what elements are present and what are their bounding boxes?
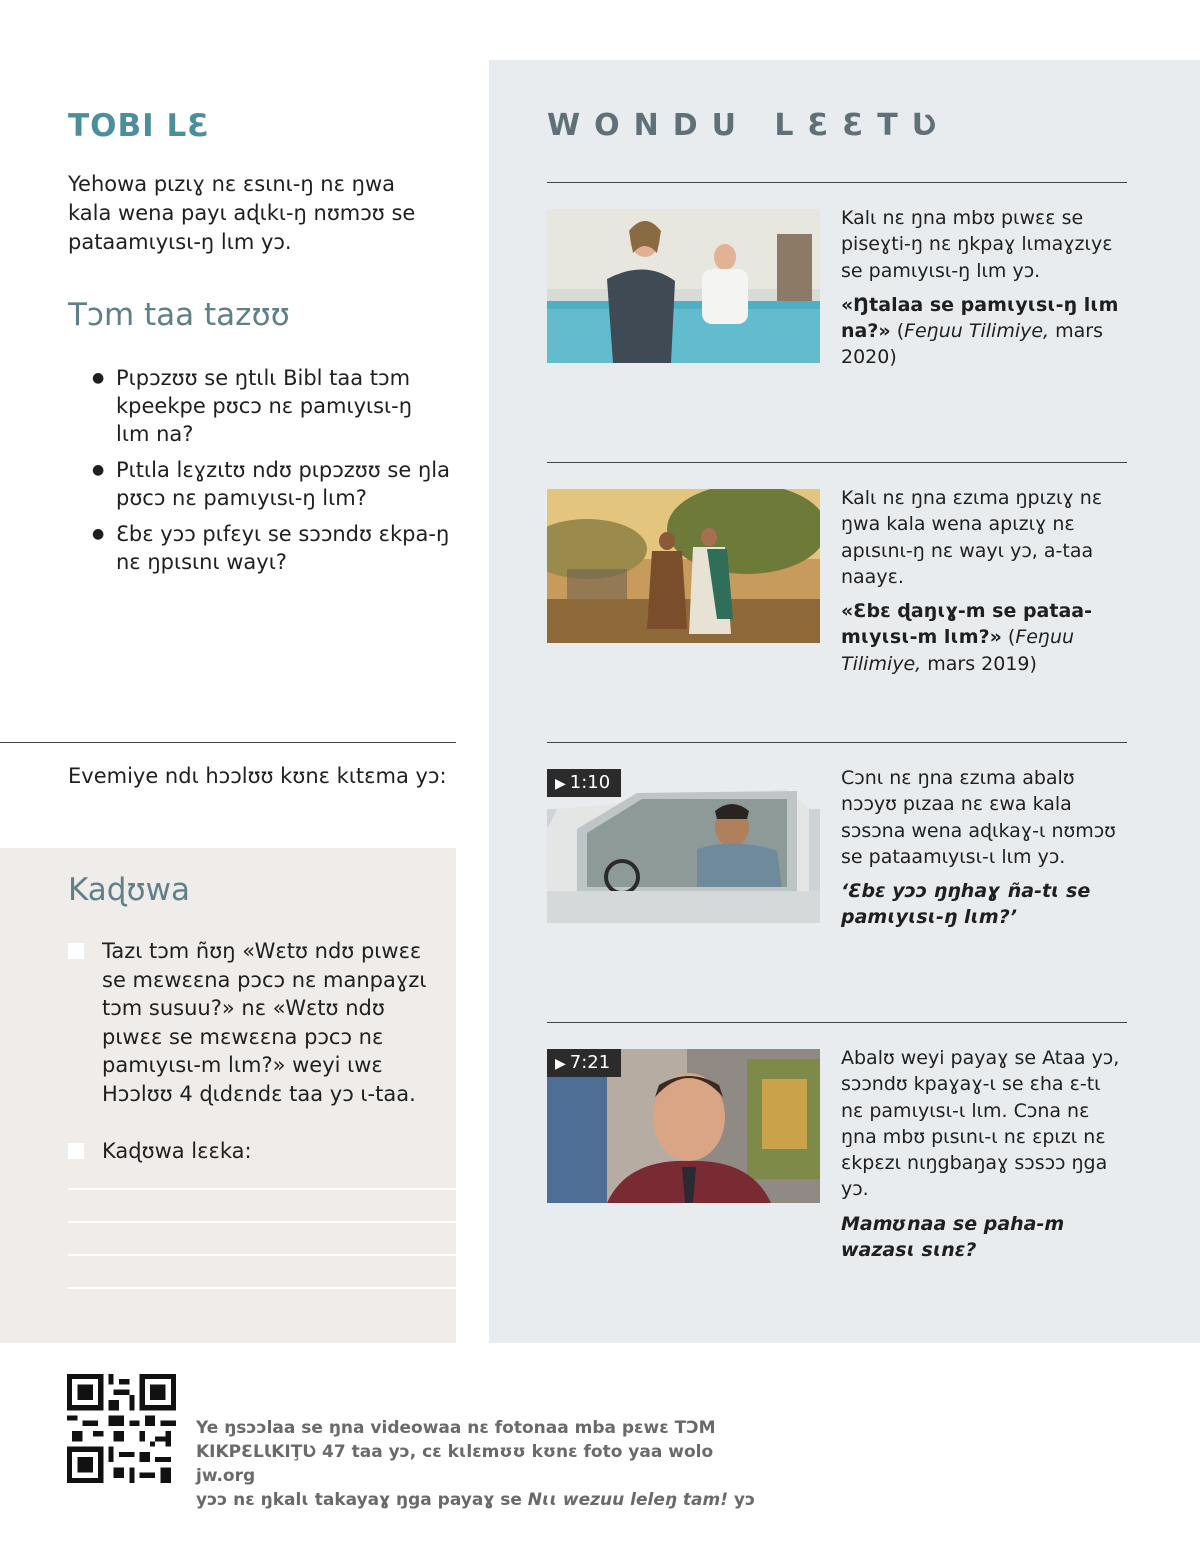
task-item-text: Tazɩ tɔm ñʊŋ «Wɛtʊ ndʊ pɩwɛɛ se mɛwɛɛna pɔcɔ nɛ manpaɣzɩ tɔm susuu?» nɛ «Wɛtʊ ndʊ pɩwɛɛ se mɛwɛɛna pɔcɔ nɛ pamɩyɩsɩ-m lɩm?» weyi ɩwɛ Hɔɔlʊʊ 4 ɖɩdɛndɛ taa yɔ ɩ-taa. [102, 939, 427, 1106]
video-duration: 1:10 [569, 772, 611, 793]
entry-description: Cɔnɩ nɛ ŋna ɛzɩma abalʊ nɔɔyʊ pɩzaa nɛ ɛwa kala sɔsɔna wena aɖɩkaɣ-ɩ nʊmɔʊ se pataamɩyɩsɩ-ɩ lɩm yɔ. [841, 767, 1116, 868]
book-title: Nɩɩ wezuu leleŋ tam! [527, 1490, 728, 1510]
footer-instructions [196, 1416, 756, 1512]
article-title-link[interactable]: «Ɛbɛ ɖaŋɩɣ-m se pataa-mɩyɩsɩ-m lɩm?» [841, 600, 1092, 649]
divider [547, 1022, 1127, 1023]
review-question: ● Pɩpɔzʊʊ se ŋtɩlɩ Bibl taa tɔm kpeekpe pʊcɔ nɛ pamɩyɩsɩ-ŋ lɩm na? [92, 364, 452, 448]
footer-line: Ye ŋsɔɔlaa se ŋna videowaa nɛ fotonaa mba pɛwɛ TƆM [196, 1418, 716, 1438]
review-question: ● Ɛbɛ yɔɔ pɩfɛyɩ se sɔɔndʊ ɛkpa-ŋ nɛ ŋpɩsɩnɩ wayɩ? [92, 520, 452, 576]
explore-entry-text [841, 1045, 1127, 1263]
explore-entry-text: Kalɩ nɛ ŋna mbʊ pɩwɛɛ se piseɣti-ŋ nɛ ŋkpaɣ lɩmaɣzɩyɛ se pamɩyɩsɩ-ŋ lɩm yɔ. «Ŋtalaa se pamɩyɩsɩ-ŋ lɩm na?» (Feŋuu Tilimiye, mars 2020) [841, 205, 1127, 371]
entry-description: Kalɩ nɛ ŋna ɛzɩma ŋpɩzɩɣ nɛ ŋwa kala wena apɩzɩɣ nɛ apɩsɩnɩ-ŋ nɛ wayɩ yɔ, a-taa naayɛ. [841, 487, 1103, 588]
checkbox[interactable] [68, 1143, 84, 1159]
writing-line[interactable] [68, 1254, 456, 1256]
task-item[interactable] [68, 937, 428, 1108]
divider [547, 182, 1127, 183]
explore-entry-text: Kalɩ nɛ ŋna ɛzɩma ŋpɩzɩɣ nɛ ŋwa kala wena apɩzɩɣ nɛ apɩsɩnɩ-ŋ nɛ wayɩ yɔ, a-taa naayɛ. «Ɛbɛ ɖaŋɩɣ-m se pataa-mɩyɩsɩ-m lɩm?» (Feŋuu Tilimiye, mars 2019) [841, 485, 1127, 677]
video-duration-badge [547, 1049, 621, 1077]
writing-lines [68, 1188, 456, 1320]
footer-text: yɔɔ nɛ ŋkalɩ takayaɣ ŋga payaɣ se [196, 1490, 528, 1510]
play-icon: ▶ [555, 776, 566, 792]
video-title-link[interactable]: ‘Ɛbɛ yɔɔ ŋŋhaɣ ña-tɩ se pamɩyɩsɩ-ŋ lɩm?’ [841, 880, 1091, 929]
task-item-text: Kaɖʊwa lɛɛka: [102, 1139, 252, 1163]
qr-code[interactable] [67, 1374, 176, 1483]
writing-line[interactable] [68, 1221, 456, 1223]
review-question: ● Pɩtɩla lɛɣzɩtʊ ndʊ pɩpɔzʊʊ se ŋla pʊcɔ nɛ pamɩyɩsɩ-ŋ lɩm? [92, 456, 452, 512]
divider [547, 742, 1127, 743]
completion-date-label: Evemiye ndɩ hɔɔlʊʊ kʊnɛ kɩtɛma yɔ: [68, 764, 447, 788]
source-publication: Feŋuu Tilimiye, [904, 320, 1050, 343]
source-date: mars 2019) [921, 652, 1037, 675]
task-title: Kaɖʊwa [68, 872, 190, 908]
divider [547, 462, 1127, 463]
footer-text: yɔ [727, 1490, 756, 1510]
explore-entry-text [841, 765, 1127, 931]
summary-text: Yehowa pɩzɩɣ nɛ ɛsɩnɩ-ŋ nɛ ŋwa kala wena payɩ aɖɩkɩ-ŋ nʊmɔʊ se pataamɩyɩsɩ-ŋ lɩm yɔ. [68, 172, 416, 254]
footer-line: KIKPƐLƖKIŢƲ 47 taa yɔ, cɛ kɩlɛmʊʊ kʊnɛ foto yaa wolo jw.org [196, 1442, 714, 1486]
review-title: Tɔm taa tazʊʊ [68, 297, 290, 333]
footer-line [196, 1488, 756, 1512]
writing-line[interactable] [68, 1188, 456, 1190]
smiling-man-video[interactable] [547, 1049, 820, 1203]
baptism-pool-image[interactable] [547, 209, 820, 363]
source-publication: Feŋuu Tilimiye, [841, 626, 1075, 675]
entry-description: Kalɩ nɛ ŋna mbʊ pɩwɛɛ se piseɣti-ŋ nɛ ŋkpaɣ lɩmaɣzɩyɛ se pamɩyɩsɩ-ŋ lɩm yɔ. [841, 207, 1113, 282]
task-item[interactable] [68, 1137, 428, 1166]
checkbox[interactable] [68, 943, 84, 959]
man-in-car-video[interactable] [547, 769, 820, 923]
article-title-link[interactable]: «Ŋtalaa se pamɩyɩsɩ-ŋ lɩm na?» [841, 293, 1119, 343]
video-title-link[interactable]: Mamʊnaa se paha-m wazasɩ sɩnɛ? [841, 1212, 1065, 1262]
explore-title: WONDU LƐƐTƲ [547, 108, 951, 143]
play-icon: ▶ [555, 1056, 566, 1072]
divider [0, 742, 456, 743]
writing-line[interactable] [68, 1287, 456, 1289]
jesus-with-disciple-image[interactable] [547, 489, 820, 643]
entry-description: Abalʊ weyi payaɣ se Ataa yɔ, sɔɔndʊ kpaɣaɣ-ɩ se ɛha ɛ-tɩ nɛ pamɩyɩsɩ-ɩ lɩm. Cɔna nɛ ŋna mbʊ pɩsɩnɩ-ɩ nɛ ɛpɩzɩ nɛ ɛkpɛzɩ nɩŋgbaŋaɣ sɔsɔɔ ŋga yɔ. [841, 1047, 1120, 1201]
video-duration-badge [547, 769, 621, 797]
source-date: mars 2020) [841, 320, 1104, 369]
video-duration: 7:21 [569, 1052, 611, 1073]
summary-title: TOBI LƐ [68, 108, 210, 144]
review-list [92, 364, 452, 584]
